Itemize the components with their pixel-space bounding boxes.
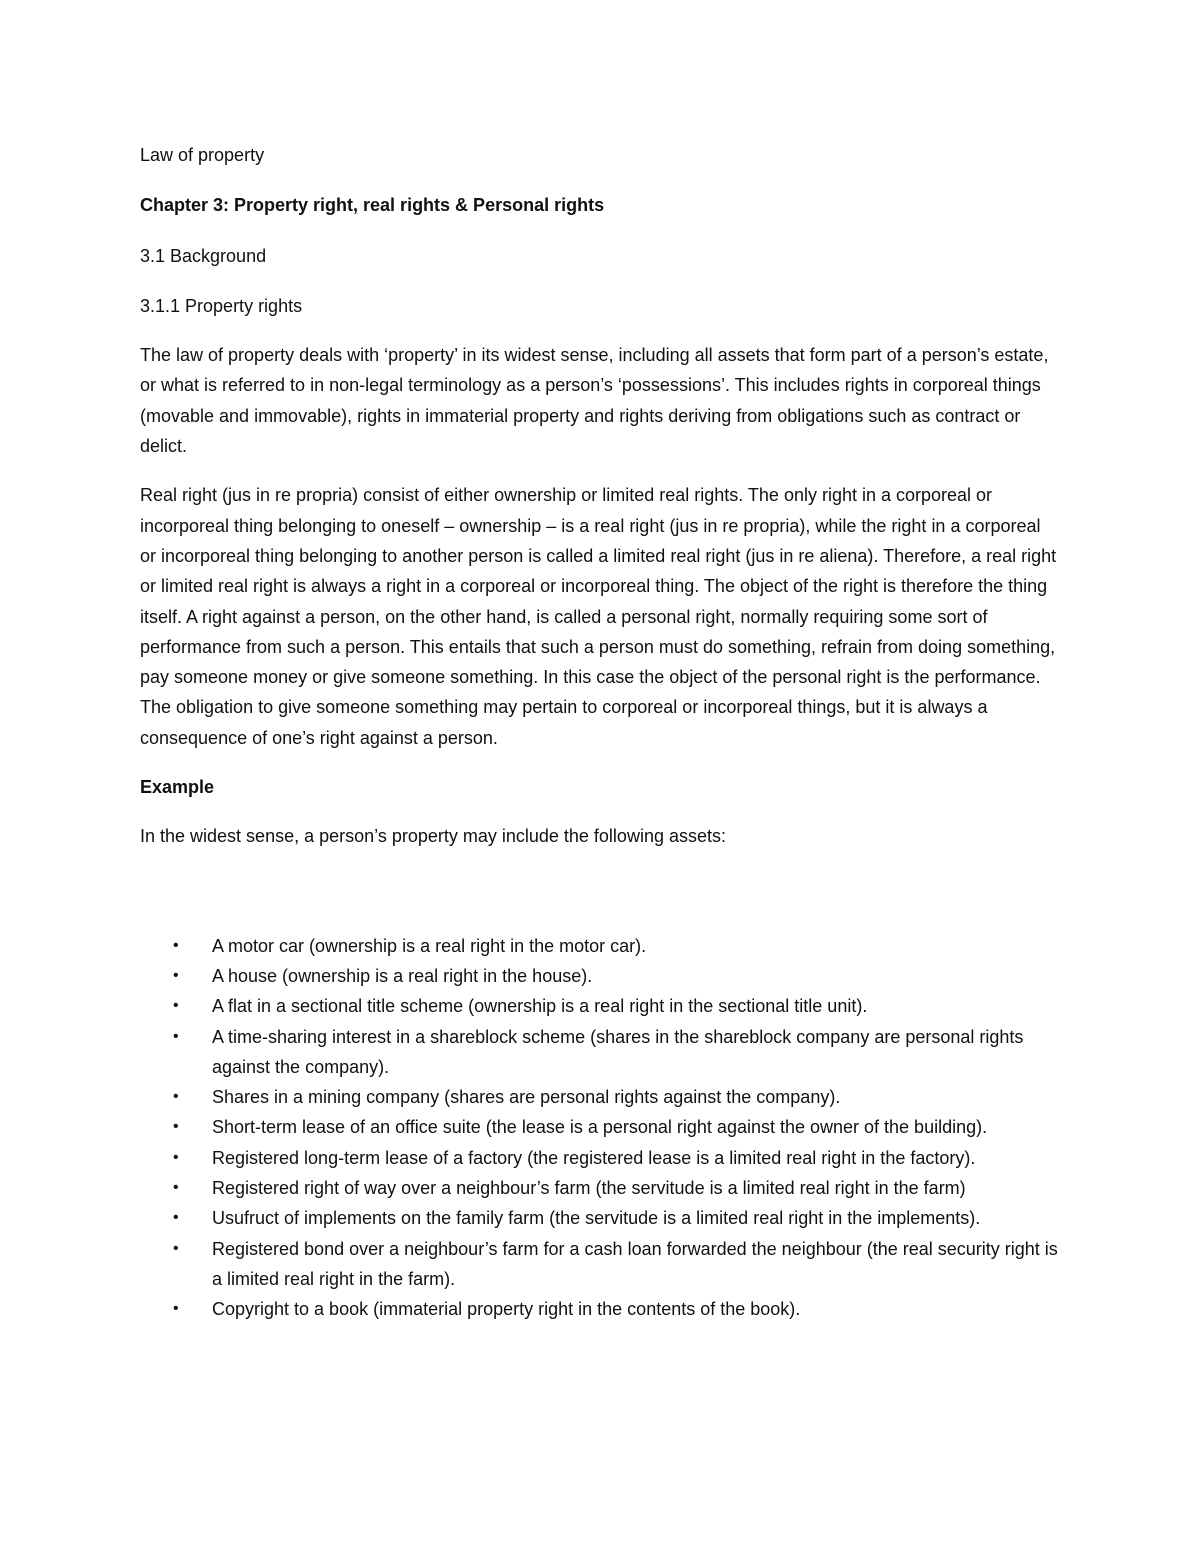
bullet-icon: • (173, 1300, 179, 1318)
bullet-icon: • (173, 1209, 179, 1227)
list-item-text: Registered bond over a neighbour’s farm for a cash loan forwarded the neighbour (the real security right is a limited real right in the farm). (212, 1238, 1058, 1289)
bullet-icon: • (173, 1118, 179, 1136)
example-intro: In the widest sense, a person’s property may include the following assets: (140, 826, 726, 847)
list-item (140, 1082, 1060, 1112)
list-item-text: A motor car (ownership is a real right in the motor car). (212, 935, 647, 956)
list-item (140, 1143, 1060, 1173)
bullet-icon: • (173, 936, 179, 954)
paragraph-property-law: The law of property deals with ‘property’ in its widest sense, including all assets that form part of a person’s estate, or what is referred to in non-legal terminology as a person’s ‘possessions’. This includes rights in corporeal things (movable and immovable), rights in immaterial property and rights deriving from obligations such as contract or delict. (140, 345, 1049, 457)
list-item (140, 1112, 1060, 1142)
list-item (140, 1203, 1060, 1233)
list-item (140, 1234, 1060, 1295)
list-item (140, 961, 1060, 991)
bullet-icon: • (173, 966, 179, 984)
bullet-icon: • (173, 1239, 179, 1257)
chapter-heading: Chapter 3: Property right, real rights & Personal rights (140, 195, 605, 216)
list-item-text: A flat in a sectional title scheme (ownership is a real right in the sectional title unit). (212, 996, 868, 1017)
bullet-icon: • (173, 1179, 179, 1197)
list-item-text: Registered right of way over a neighbour’s farm (the servitude is a limited real right in the farm) (212, 1178, 966, 1199)
list-item-text: Registered long-term lease of a factory (the registered lease is a limited real right in the factory). (212, 1147, 976, 1168)
subsection-heading: 3.1.1 Property rights (140, 295, 303, 316)
list-item-text: A time-sharing interest in a shareblock scheme (shares in the shareblock company are personal rights against the company). (212, 1026, 1024, 1077)
bullet-icon: • (173, 997, 179, 1015)
document-title: Law of property (140, 145, 265, 165)
paragraph-real-rights: Real right (jus in re propria) consist of either ownership or limited real rights. The only right in a corporeal or incorporeal thing belonging to oneself – ownership – is a real right (jus in re propria), while the right in a corporeal or incorporeal thing belonging to another person is called a limited real right (jus in re aliena). Therefore, a real right or limited real right is always a right in a corporeal or incorporeal thing. The object of the right is therefore the thing itself. A right against a person, on the other hand, is called a personal right, normally requiring some sort of performance from such a person. This entails that such a person must do something, refrain from doing something, pay someone money or give someone something. In this case the object of the personal right is the performance. The obligation to give someone something may pertain to corporeal or incorporeal things, but it is always a consequence of one’s right against a person. (140, 485, 1057, 748)
bullet-icon: • (173, 1148, 179, 1166)
list-item (140, 1022, 1060, 1083)
list-item-text: Usufruct of implements on the family farm (the servitude is a limited real right in the implements). (212, 1208, 981, 1229)
example-heading: Example (140, 777, 215, 798)
list-item (140, 931, 1060, 961)
document-page (140, 140, 1060, 1325)
bullet-icon: • (173, 1088, 179, 1106)
list-item (140, 991, 1060, 1021)
list-item-text: Short-term lease of an office suite (the lease is a personal right against the owner of the building). (212, 1117, 988, 1138)
list-item (140, 1173, 1060, 1203)
asset-list (140, 931, 1060, 1325)
bullet-icon: • (173, 1027, 179, 1045)
list-item (140, 1294, 1060, 1324)
section-heading: 3.1 Background (140, 245, 267, 266)
list-item-text: Shares in a mining company (shares are personal rights against the company). (212, 1087, 841, 1108)
list-item-text: Copyright to a book (immaterial property right in the contents of the book). (212, 1299, 801, 1320)
list-item-text: A house (ownership is a real right in the house). (212, 965, 593, 986)
